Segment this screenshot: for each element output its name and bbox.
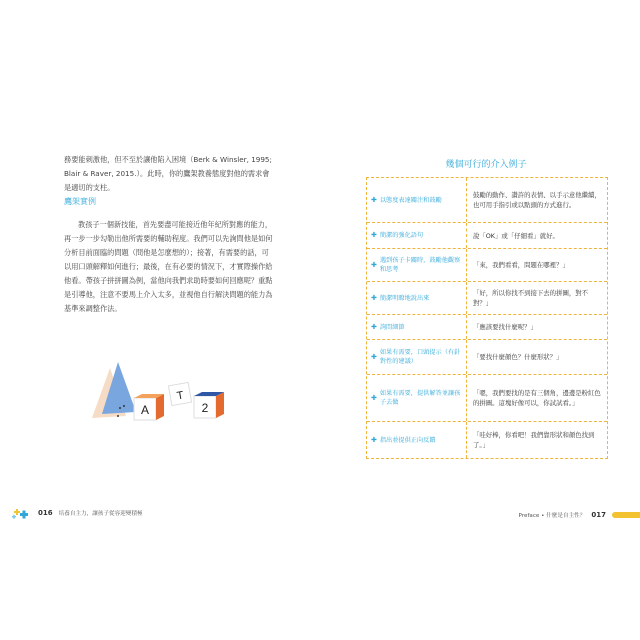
blocks-illustration (72, 350, 252, 430)
footer-right (519, 511, 640, 519)
table-row (367, 249, 607, 282)
plus-icon: ✚ (371, 352, 377, 361)
block-t-letter: T (175, 389, 185, 403)
strategy-cell (367, 249, 467, 281)
strategy-label: 簡潔的強化語句 (379, 232, 424, 239)
strategy-cell (367, 282, 467, 314)
table-row (367, 375, 607, 422)
strategy-label: 指出並提供正向反饋 (379, 436, 436, 444)
strategy-cell (367, 223, 467, 248)
strategy-cell (367, 375, 467, 421)
plus-icon: ✚ (371, 195, 377, 204)
example-cell: 說「OK」或「仔細看」就好。 (473, 231, 559, 240)
strategy-label: 詢問細節 (379, 323, 405, 331)
strategy-cell (367, 178, 467, 222)
block-2-letter: 2 (201, 401, 209, 415)
plus-icon: ✚ (371, 231, 377, 239)
table-row (367, 223, 607, 249)
strategy-cell (367, 340, 467, 374)
example-cell: 鼓勵的動作、讚許的表情、以手示意他繼續，也可用手指引或以點頭的方式進行。 (473, 191, 601, 209)
strategy-label: 簡潔明瞭地說出來 (379, 294, 430, 302)
section-heading: 鷹架實例 (64, 197, 96, 206)
strategy-cell (367, 422, 467, 458)
strategy-label: 遇到孩子卡關時，鼓勵他觀察和思考 (379, 257, 461, 273)
plus-icon: ✚ (371, 260, 377, 269)
strategy-label: 如果有需要，口頭提示（有針對性的建議） (379, 349, 461, 365)
strategy-label: 如果有需要，提供解答並讓孩子去做 (379, 390, 461, 406)
strategy-label: 以態度表達關注和鼓勵 (379, 196, 442, 204)
plus-cluster-icon (10, 505, 32, 521)
intervention-table (366, 177, 608, 459)
left-footer-title: 培養自主力，讓孩子從容迎變積極 (58, 511, 143, 517)
example-cell: 「哇好棒，你看吧！我們靠形狀和顏色找到了。」 (473, 431, 595, 449)
plus-icon: ✚ (371, 393, 377, 402)
right-page-number: 017 (591, 511, 606, 519)
left-page-number: 016 (38, 509, 53, 517)
plus-icon: ✚ (371, 322, 377, 331)
example-cell: 「好，所以你找不到接下去的拼圖，對不對？」 (473, 289, 589, 307)
example-paragraph: 教孩子一個新技能，首先要盡可能接近他年紀所對應的能力，再一步一步勾勒出他所需要的輔助程度。我們可以先詢問他是如何分析目前面臨的問題（問他是怎麼想的）；接著，有需要的話，可以用口頭解釋如何進行；最後，在有必要的情況下，才實際操作給他看。帶孩子拼拼圖為例，當他向我們求助時要如何回應呢？重點是引導他，注意不要馬上介入太多，並視他自行解決問題的能力為基準來調整作法。 (64, 220, 273, 313)
example-cell: 「要找什麼顏色？什麼形狀？」 (473, 353, 563, 361)
footer-accent-bar (612, 512, 640, 518)
plus-icon: ✚ (371, 435, 377, 444)
example-cell: 「應該要找什麼呢？」 (473, 323, 537, 331)
table-row (367, 340, 607, 375)
strategy-cell (367, 315, 467, 339)
table-row (367, 315, 607, 340)
intro-paragraph: 務要能刺激他，但不至於讓他陷入困境（Berk & Winsler, 1995; Blair & Raver, 2015.）。此時，你的鷹架教養態度對他的需求會是適切的支柱。 (64, 155, 272, 192)
table-row (367, 178, 607, 223)
right-footer-title: Preface • 什麼是自主性？ (518, 513, 586, 519)
example-cell: 「嗯，我們要找的是有三個角，邊邊是粉紅色的拼圖。這塊好像可以，你試試看。」 (473, 389, 601, 407)
table-title: 幾個可行的介入例子 (445, 160, 527, 170)
table-row (367, 422, 607, 458)
plus-icon: ✚ (371, 293, 377, 302)
example-cell: 「來，我們看看，問題在哪裡？」 (473, 261, 569, 269)
footer-left (10, 505, 143, 521)
table-row (367, 282, 607, 315)
block-a-letter: A (140, 403, 150, 417)
